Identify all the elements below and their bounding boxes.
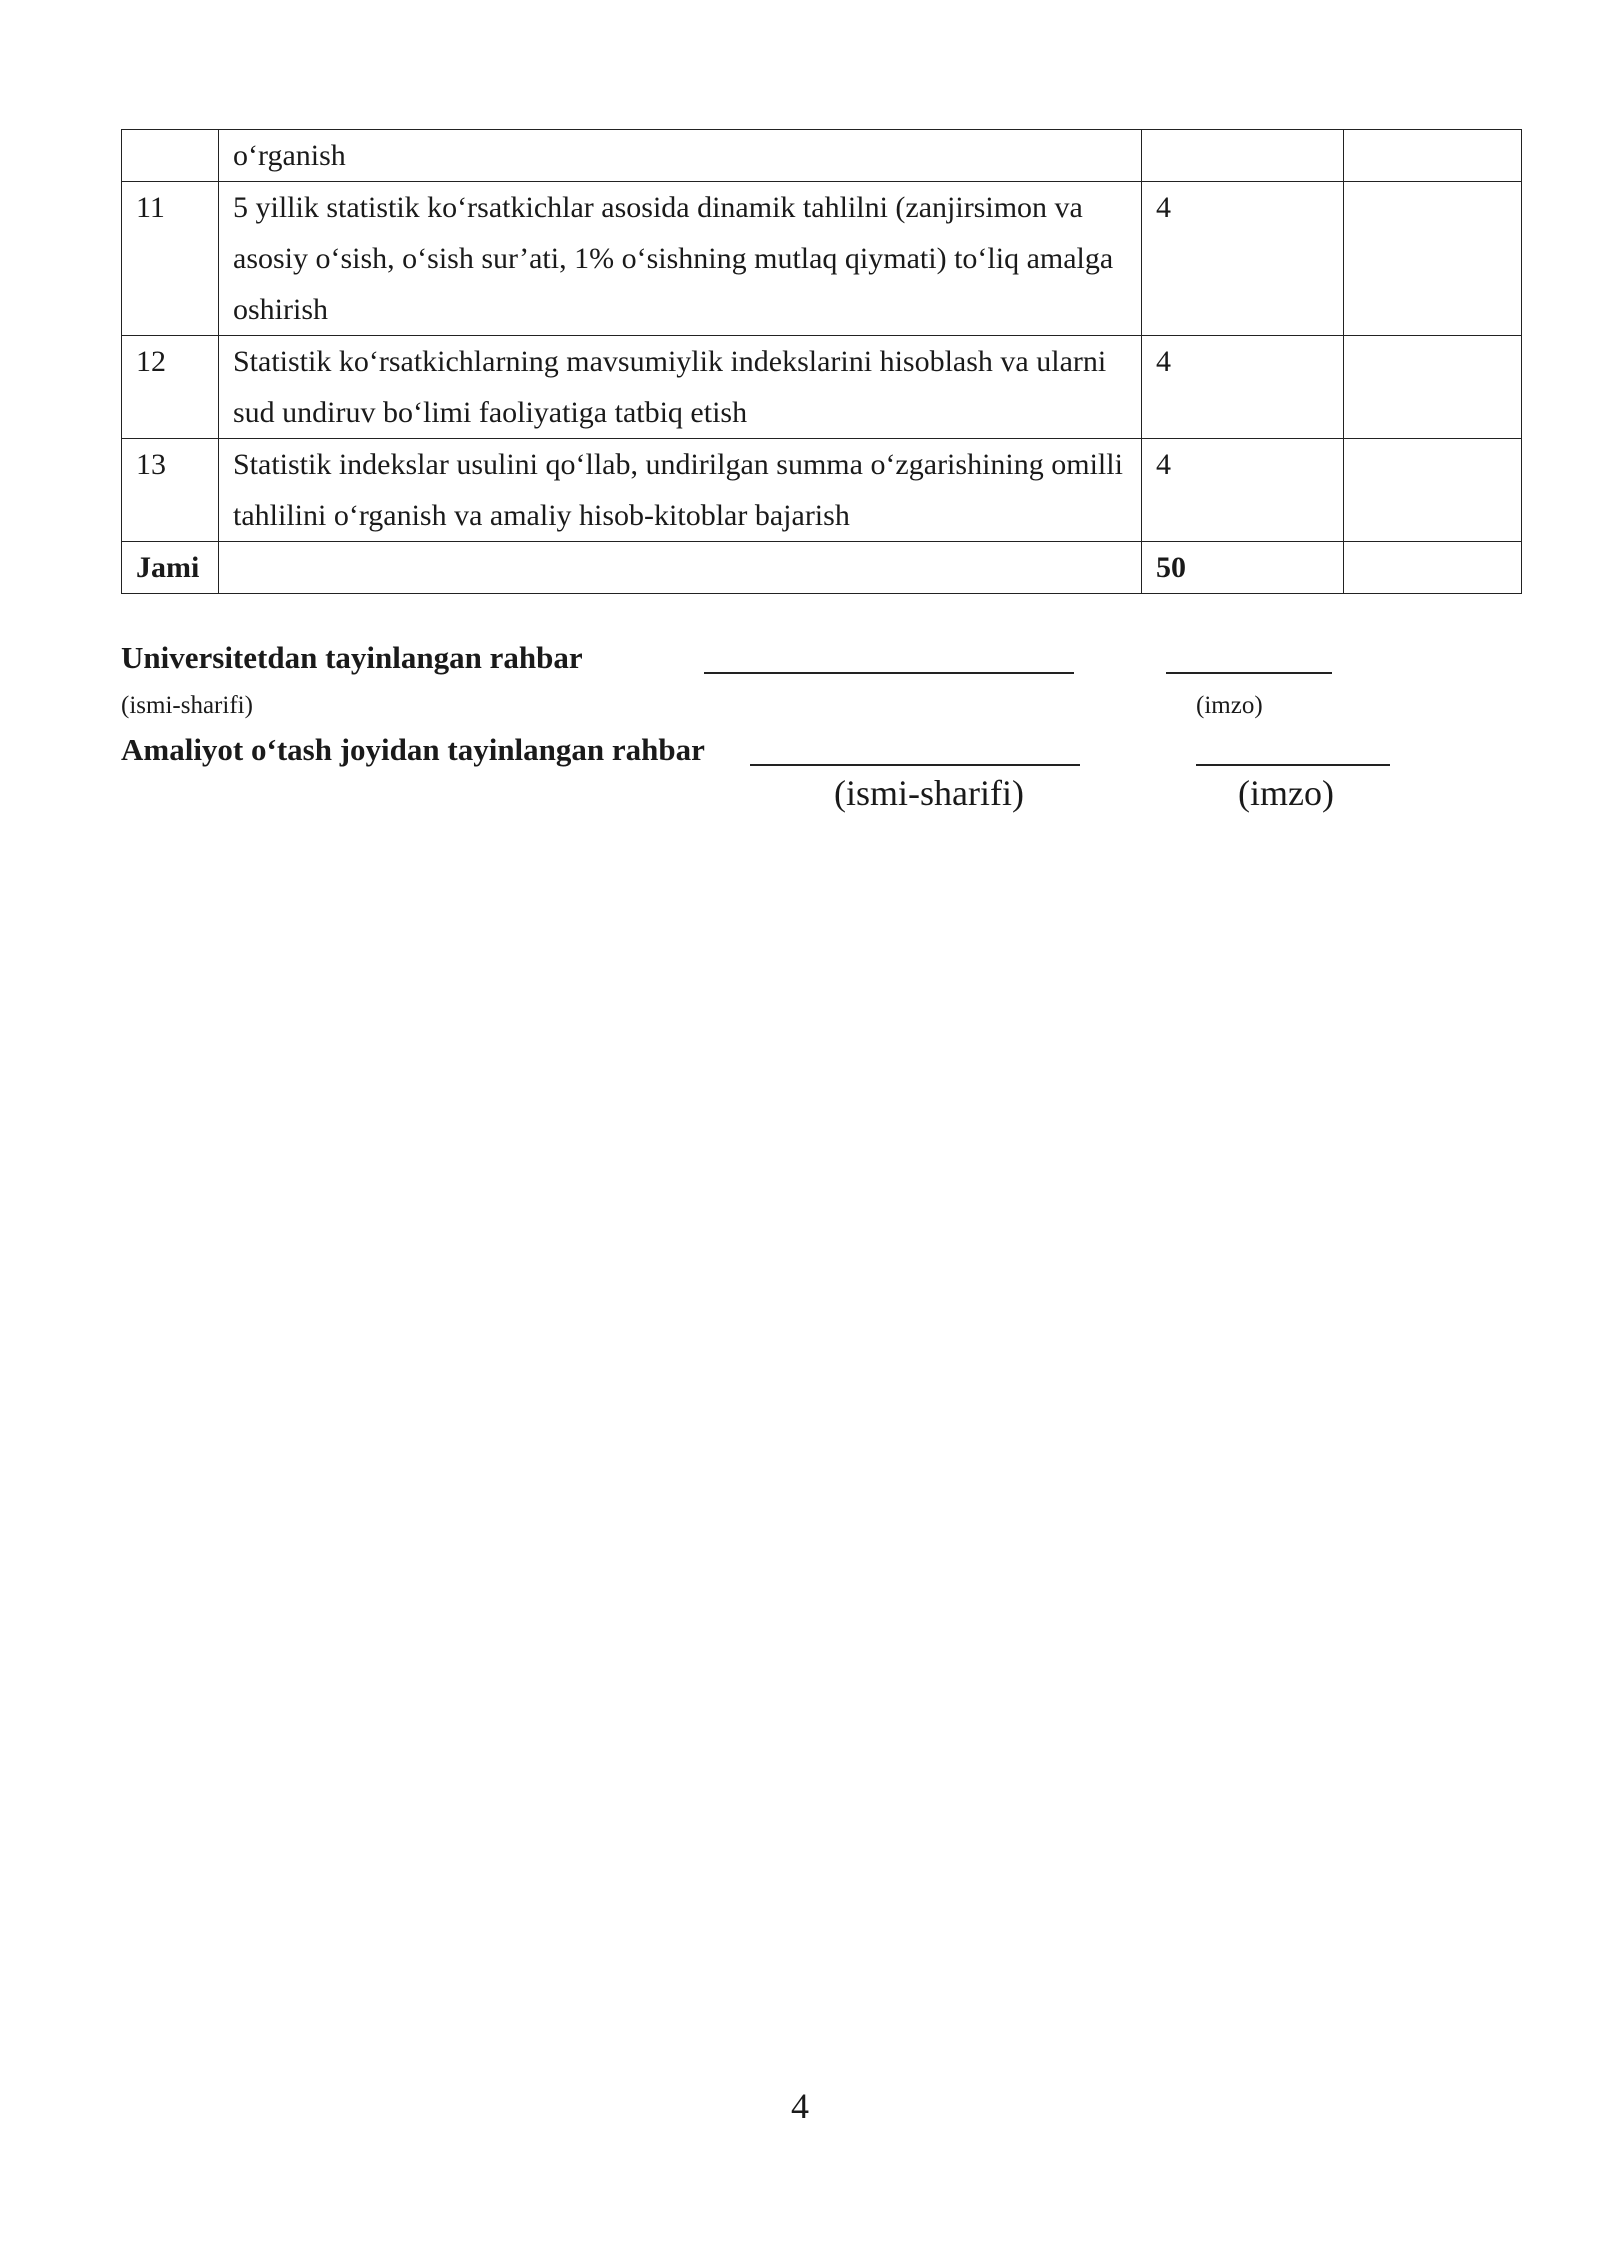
total-days: 50: [1142, 542, 1344, 594]
workplace-supervisor-label: Amaliyot o‘tash joyidan tayinlangan rahbar: [121, 732, 705, 767]
table-row: [122, 182, 1522, 336]
row-number: 12: [122, 336, 219, 439]
table-row: [122, 439, 1522, 542]
total-label: Jami: [122, 542, 219, 594]
practice-plan-table: [121, 129, 1522, 594]
total-row: [122, 542, 1522, 594]
mark-cell: [1344, 439, 1522, 542]
total-mark-cell: [1344, 542, 1522, 594]
days-cell: 4: [1142, 336, 1344, 439]
days-cell: 4: [1142, 439, 1344, 542]
days-cell: [1142, 130, 1344, 182]
row-number: 13: [122, 439, 219, 542]
university-supervisor-label: Universitetdan tayinlangan rahbar: [121, 640, 583, 675]
task-description: Statistik indekslar usulini qo‘llab, undirilgan summa o‘zgarishining omilli tahlilini o‘rganish va amaliy hisob-kitoblar bajarish: [219, 439, 1142, 542]
task-description: o‘rganish: [219, 130, 1142, 182]
total-task-cell: [219, 542, 1142, 594]
mark-cell: [1344, 130, 1522, 182]
workplace-sign-caption: (imzo): [1238, 773, 1334, 813]
table-row: [122, 336, 1522, 439]
days-cell: 4: [1142, 182, 1344, 336]
task-description: 5 yillik statistik ko‘rsatkichlar asosida dinamik tahlilni (zanjirsimon va asosiy o‘sish, o‘sish sur’ati, 1% o‘sishning mutlaq qiymati) to‘liq amalga oshirish: [219, 182, 1142, 336]
university-signature-line: [1166, 672, 1332, 674]
row-number: [122, 130, 219, 182]
page-number: 4: [791, 2086, 809, 2126]
mark-cell: [1344, 336, 1522, 439]
task-description: Statistik ko‘rsatkichlarning mavsumiylik indekslarini hisoblash va ularni sud undiruv bo‘limi faoliyatiga tatbiq etish: [219, 336, 1142, 439]
university-sign-caption: (imzo): [1196, 692, 1263, 719]
workplace-name-line: [750, 764, 1080, 766]
table-row: [122, 130, 1522, 182]
university-name-caption: (ismi-sharifi): [121, 692, 253, 719]
university-name-line: [704, 672, 1074, 674]
row-number: 11: [122, 182, 219, 336]
mark-cell: [1344, 182, 1522, 336]
workplace-signature-line: [1196, 764, 1390, 766]
workplace-name-caption: (ismi-sharifi): [834, 773, 1024, 813]
